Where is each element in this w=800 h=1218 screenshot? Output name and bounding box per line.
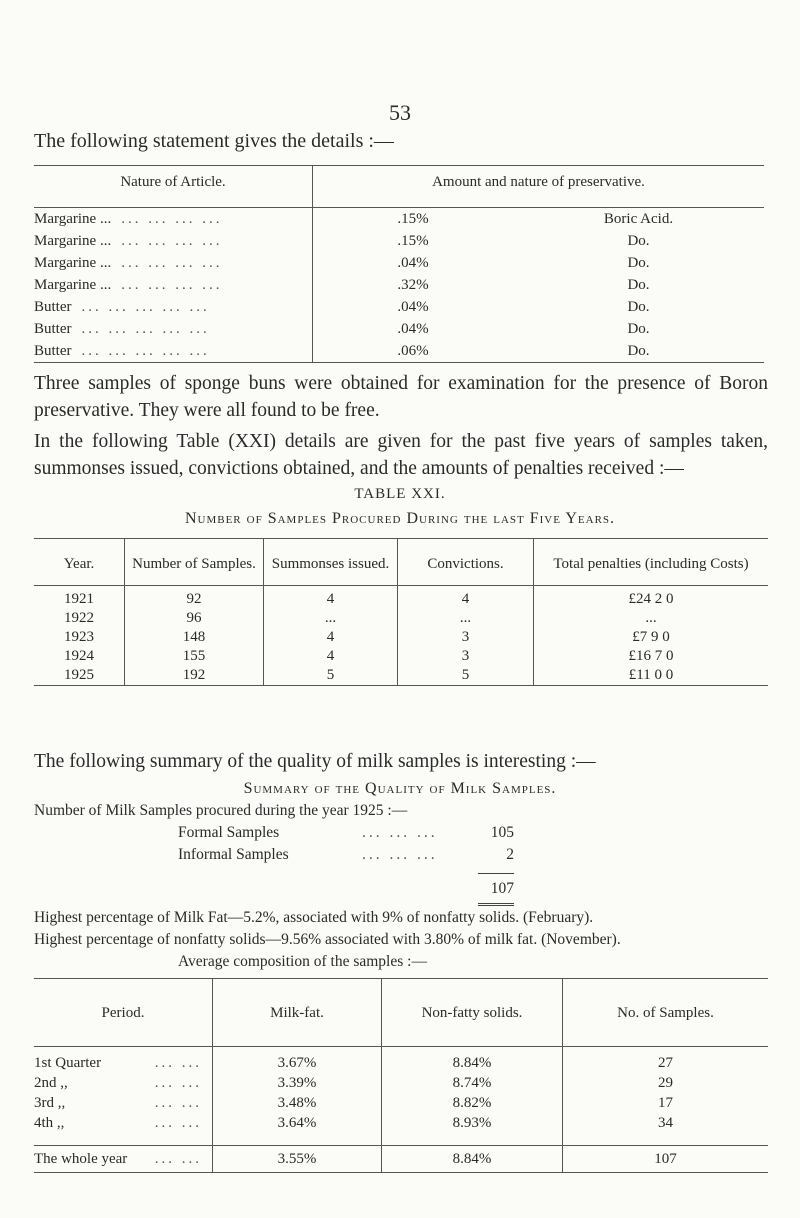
highest-nonfat-line: Highest percentage of nonfatty solids—9.56% associated with 3.80% of milk fat. (November). xyxy=(34,931,621,948)
samples-cell: 92 xyxy=(125,586,264,610)
nature-cell: Do. xyxy=(627,276,650,293)
samples-cell: 192 xyxy=(125,666,264,686)
article-name: Butter xyxy=(34,342,72,359)
convictions-cell: 5 xyxy=(398,666,534,686)
table21-row xyxy=(34,609,768,628)
period-cell xyxy=(34,1113,213,1133)
period-cell xyxy=(34,1047,213,1074)
preservative-row xyxy=(34,208,764,231)
table21 xyxy=(34,538,768,686)
header-summonses: Summonses issued. xyxy=(264,539,398,586)
header-year: Year. xyxy=(34,539,125,586)
spacer-row xyxy=(34,1133,768,1146)
sum-rule-bottom xyxy=(478,903,514,906)
composition-row xyxy=(34,1047,768,1074)
amount-cell: .04% xyxy=(397,320,429,337)
nature-cell: Do. xyxy=(627,298,650,315)
nature-cell: Do. xyxy=(627,320,650,337)
nature-cell: Do. xyxy=(627,232,650,249)
table21-subtitle: Number of Samples Procured During the last Five Years. xyxy=(184,510,616,527)
informal-value: 2 xyxy=(506,846,514,863)
total-value: 107 xyxy=(490,880,514,897)
preservative-row xyxy=(34,252,764,274)
period-label: 3rd ,, xyxy=(34,1094,66,1111)
period-label: 2nd ,, xyxy=(34,1074,68,1091)
spacer-cell xyxy=(563,1133,769,1146)
convictions-cell: 3 xyxy=(398,628,534,647)
period-label: 1st Quarter xyxy=(34,1054,102,1071)
period-cell xyxy=(34,1146,213,1173)
penalties-cell: £24 2 0 xyxy=(534,586,769,610)
header-non-fatty: Non-fatty solids. xyxy=(382,979,563,1047)
nature-cell: Do. xyxy=(627,254,650,271)
article-name: Margarine ... xyxy=(34,254,112,271)
table21-title: TABLE XXI. xyxy=(354,486,446,502)
spacer-cell xyxy=(213,1133,382,1146)
year-cell: 1925 xyxy=(34,666,125,686)
penalties-cell: ... xyxy=(534,609,769,628)
amount-cell: .06% xyxy=(313,340,514,363)
table21-row xyxy=(34,666,768,686)
article-name: Margarine ... xyxy=(34,276,112,293)
milk-fat-cell: 3.67% xyxy=(213,1047,382,1074)
header-article: Nature of Article. xyxy=(34,166,313,208)
sponge-paragraph: Three samples of sponge buns were obtained for examination for the presence of Boron preservative. They were all found to be free. xyxy=(34,373,768,421)
highest-fat-line: Highest percentage of Milk Fat—5.2%, associated with 9% of nonfatty solids. (February). xyxy=(34,909,594,926)
article-name: Margarine ... xyxy=(34,232,112,249)
convictions-cell: 4 xyxy=(398,586,534,610)
article-dots: ... ... ... ... ... xyxy=(81,298,210,315)
article-dots: ... ... ... ... xyxy=(121,276,223,293)
preservative-row xyxy=(34,318,764,340)
milk-fat-cell: 3.39% xyxy=(213,1073,382,1093)
milk-fat-cell: 3.64% xyxy=(213,1113,382,1133)
composition-row xyxy=(34,1113,768,1133)
page-number: 53 xyxy=(389,100,411,125)
period-dots: ... ... xyxy=(154,1150,202,1167)
year-cell: 1921 xyxy=(64,591,94,607)
header-milk-fat: Milk-fat. xyxy=(213,979,382,1047)
informal-label: Informal Samples xyxy=(178,846,289,863)
count-cell: 29 xyxy=(563,1073,769,1093)
milk-summary-title: Summary of the Quality of Milk Samples. xyxy=(243,780,557,797)
milk-paragraph: The following summary of the quality of milk samples is interesting :— xyxy=(34,751,596,772)
count-cell: 107 xyxy=(563,1146,769,1173)
header-preservative: Amount and nature of preservative. xyxy=(313,166,765,208)
preservative-row xyxy=(34,296,764,318)
period-cell xyxy=(34,1093,213,1113)
header-samples: Number of Samples. xyxy=(125,539,264,586)
summonses-cell: 5 xyxy=(264,666,398,686)
count-cell: 17 xyxy=(563,1093,769,1113)
summonses-cell: 4 xyxy=(264,586,398,610)
period-label: The whole year xyxy=(34,1150,128,1167)
summonses-cell: 4 xyxy=(264,647,398,666)
amount-cell: .04% xyxy=(397,298,429,315)
penalties-cell: £11 0 0 xyxy=(534,666,769,686)
table21-row xyxy=(34,647,768,666)
table21-row xyxy=(34,586,768,610)
table21-row xyxy=(34,628,768,647)
composition-row xyxy=(34,1093,768,1113)
spacer-cell xyxy=(382,1133,563,1146)
period-label: 4th ,, xyxy=(34,1114,65,1131)
non-fatty-cell: 8.93% xyxy=(382,1113,563,1133)
year-cell: 1924 xyxy=(64,648,94,664)
informal-dots: ... ... ... xyxy=(362,846,438,863)
preservative-row xyxy=(34,340,764,363)
amount-cell: .15% xyxy=(397,232,429,249)
summonses-cell: ... xyxy=(264,609,398,628)
non-fatty-cell: 8.84% xyxy=(382,1047,563,1074)
article-cell xyxy=(34,318,313,340)
penalties-cell: £16 7 0 xyxy=(534,647,769,666)
article-name: Margarine ... xyxy=(34,210,112,227)
amount-cell: .32% xyxy=(397,276,429,293)
sum-rule-top xyxy=(478,873,514,874)
article-dots: ... ... ... ... ... xyxy=(81,342,210,359)
table-intro-paragraph: In the following Table (XXI) details are given for the past five years of samples taken, summonses issued, convictions obtained, and the amounts of penalties received :— xyxy=(34,431,768,479)
preservative-row xyxy=(34,274,764,296)
period-dots: ... ... xyxy=(154,1054,202,1071)
average-intro: Average composition of the samples :— xyxy=(178,953,427,970)
nature-cell: Boric Acid. xyxy=(603,210,674,227)
penalties-cell: £7 9 0 xyxy=(534,628,769,647)
article-cell xyxy=(34,252,313,274)
amount-cell: .04% xyxy=(397,254,429,271)
intro-text: The following statement gives the details :— xyxy=(34,130,394,152)
non-fatty-cell: 8.82% xyxy=(382,1093,563,1113)
procured-line: Number of Milk Samples procured during the year 1925 :— xyxy=(34,802,408,819)
samples-cell: 96 xyxy=(125,609,264,628)
year-cell: 1922 xyxy=(64,610,94,626)
article-name: Butter xyxy=(34,320,72,337)
spacer-cell xyxy=(34,1133,213,1146)
samples-cell: 155 xyxy=(125,647,264,666)
formal-label: Formal Samples xyxy=(178,824,280,841)
article-name: Butter xyxy=(34,298,72,315)
convictions-cell: ... xyxy=(398,609,534,628)
formal-value: 105 xyxy=(490,824,514,841)
header-count: No. of Samples. xyxy=(563,979,769,1047)
count-cell: 34 xyxy=(563,1113,769,1133)
preservative-table xyxy=(34,165,764,363)
summonses-cell: 4 xyxy=(264,628,398,647)
total-row xyxy=(34,1146,768,1173)
period-dots: ... ... xyxy=(154,1094,202,1111)
preservative-row xyxy=(34,230,764,252)
period-cell xyxy=(34,1073,213,1093)
year-cell: 1923 xyxy=(64,629,94,645)
article-cell xyxy=(34,208,313,231)
formal-dots: ... ... ... xyxy=(362,824,438,841)
count-cell: 27 xyxy=(563,1047,769,1074)
milk-fat-cell: 3.48% xyxy=(213,1093,382,1113)
header-period: Period. xyxy=(34,979,213,1047)
article-dots: ... ... ... ... xyxy=(121,210,223,227)
article-cell xyxy=(34,340,313,363)
convictions-cell: 3 xyxy=(398,647,534,666)
period-dots: ... ... xyxy=(154,1074,202,1091)
header-penalties: Total penalties (including Costs) xyxy=(534,539,769,586)
article-dots: ... ... ... ... xyxy=(121,254,223,271)
milk-fat-cell: 3.55% xyxy=(213,1146,382,1173)
samples-cell: 148 xyxy=(125,628,264,647)
article-cell xyxy=(34,296,313,318)
article-dots: ... ... ... ... ... xyxy=(81,320,210,337)
period-dots: ... ... xyxy=(154,1114,202,1131)
nature-cell: Do. xyxy=(513,340,764,363)
non-fatty-cell: 8.74% xyxy=(382,1073,563,1093)
non-fatty-cell: 8.84% xyxy=(382,1146,563,1173)
amount-cell: .15% xyxy=(397,210,429,227)
header-convictions: Convictions. xyxy=(398,539,534,586)
article-dots: ... ... ... ... xyxy=(121,232,223,249)
article-cell xyxy=(34,230,313,252)
composition-table xyxy=(34,978,768,1173)
article-cell xyxy=(34,274,313,296)
composition-row xyxy=(34,1073,768,1093)
